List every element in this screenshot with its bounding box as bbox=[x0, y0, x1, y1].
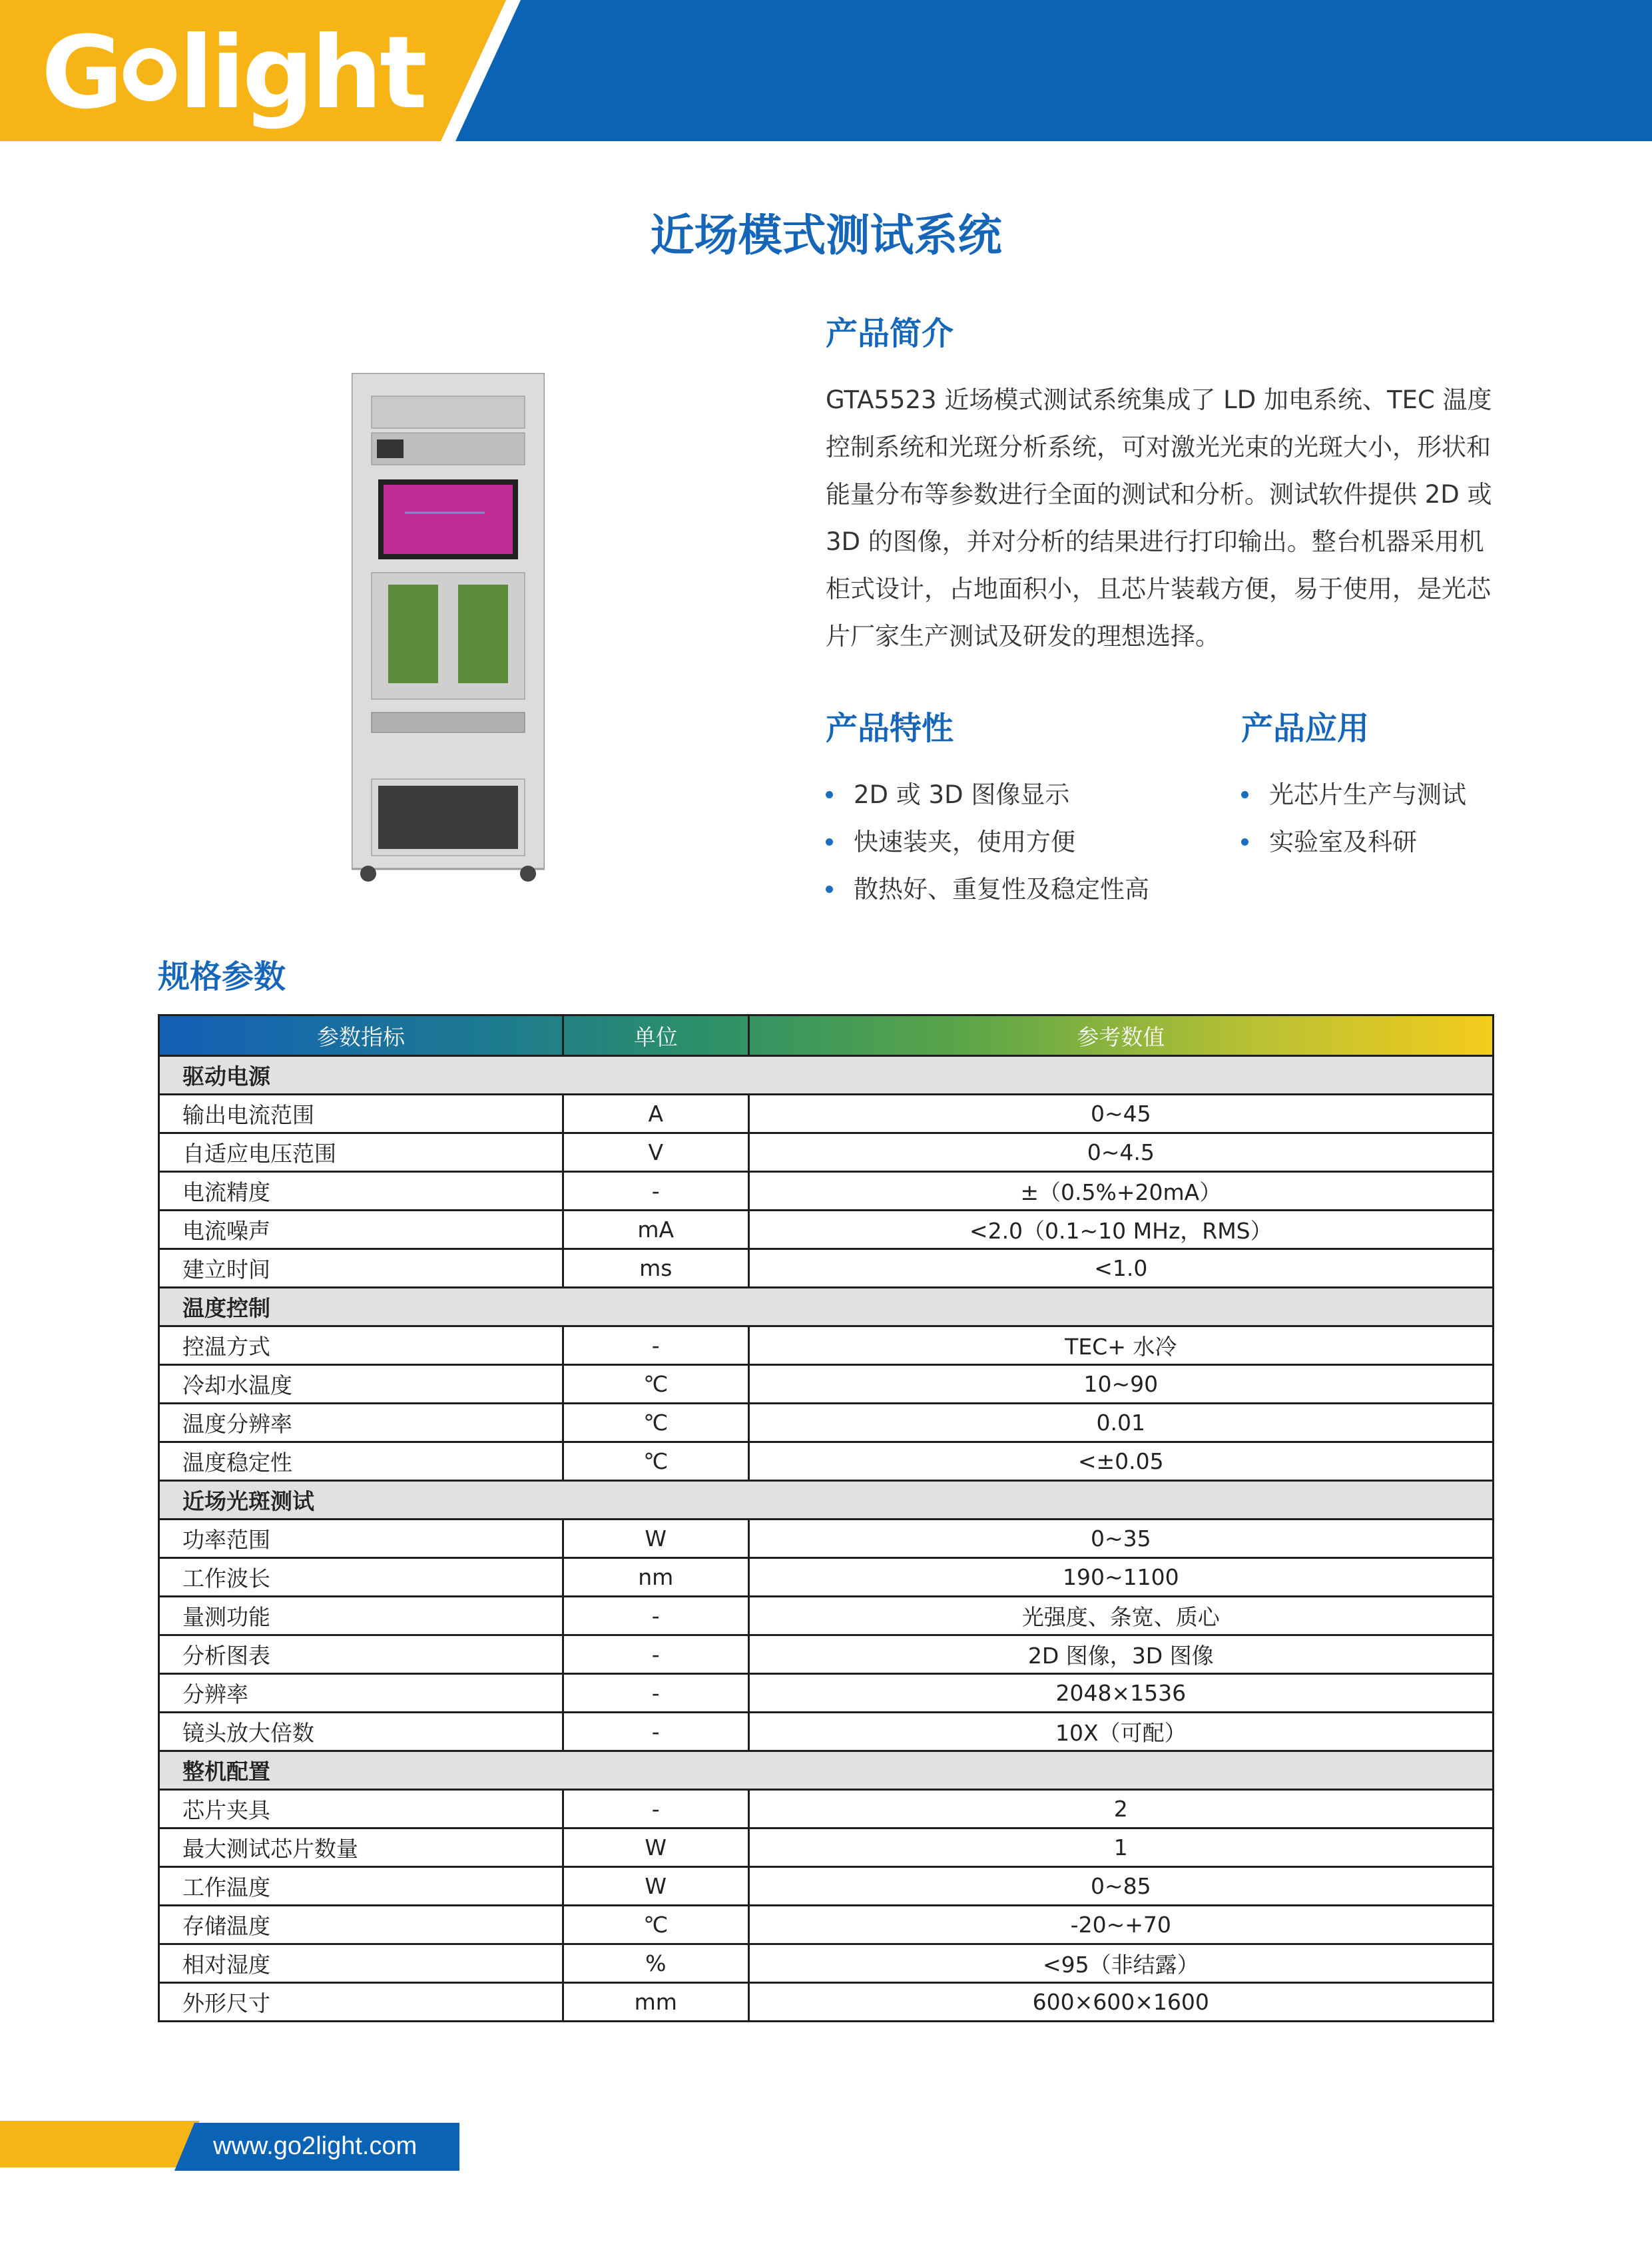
value-cell: <95（非结露） bbox=[748, 1944, 1493, 1983]
list-item: 实验室及科研 bbox=[1241, 818, 1466, 866]
param-cell: 冷却水温度 bbox=[159, 1365, 563, 1404]
unit-cell: W bbox=[563, 1520, 748, 1558]
product-cabinet-image bbox=[352, 373, 545, 882]
section-title: 近场光斑测试 bbox=[159, 1481, 1494, 1520]
unit-cell: nm bbox=[563, 1558, 748, 1597]
page-title: 近场模式测试系统 bbox=[650, 210, 1002, 261]
param-cell: 分析图表 bbox=[159, 1635, 563, 1674]
value-cell: 0~85 bbox=[748, 1867, 1493, 1906]
table-row bbox=[159, 1558, 1494, 1597]
unit-cell: - bbox=[563, 1172, 748, 1211]
column-header: 参数指标 bbox=[159, 1015, 563, 1056]
param-cell: 工作波长 bbox=[159, 1558, 563, 1597]
value-cell: 光强度、条宽、质心 bbox=[748, 1597, 1493, 1635]
table-section-row bbox=[159, 1481, 1494, 1520]
list-item: 散热好、重复性及稳定性高 bbox=[826, 866, 1149, 913]
specs-heading: 规格参数 bbox=[158, 958, 286, 995]
value-cell: 2 bbox=[748, 1790, 1493, 1828]
value-cell: 10~90 bbox=[748, 1365, 1493, 1404]
unit-cell: - bbox=[563, 1326, 748, 1365]
unit-cell: ℃ bbox=[563, 1365, 748, 1404]
table-row bbox=[159, 1828, 1494, 1867]
unit-cell: A bbox=[563, 1095, 748, 1133]
param-cell: 输出电流范围 bbox=[159, 1095, 563, 1133]
value-cell: <1.0 bbox=[748, 1249, 1493, 1288]
footer-yellow-shape bbox=[0, 2121, 200, 2167]
table-row bbox=[159, 1404, 1494, 1442]
unit-cell: - bbox=[563, 1790, 748, 1828]
param-cell: 温度稳定性 bbox=[159, 1442, 563, 1481]
table-section-row bbox=[159, 1288, 1494, 1326]
table-header-row bbox=[159, 1015, 1494, 1056]
unit-cell: W bbox=[563, 1828, 748, 1867]
table-row bbox=[159, 1326, 1494, 1365]
value-cell: 0~35 bbox=[748, 1520, 1493, 1558]
value-cell: 190~1100 bbox=[748, 1558, 1493, 1597]
value-cell: 2D 图像，3D 图像 bbox=[748, 1635, 1493, 1674]
value-cell: 600×600×1600 bbox=[748, 1983, 1493, 2022]
unit-cell: ℃ bbox=[563, 1906, 748, 1944]
table-row bbox=[159, 1635, 1494, 1674]
param-cell: 控温方式 bbox=[159, 1326, 563, 1365]
value-cell: ±（0.5%+20mA） bbox=[748, 1172, 1493, 1211]
value-cell: 0.01 bbox=[748, 1404, 1493, 1442]
unit-cell: mm bbox=[563, 1983, 748, 2022]
footer-url[interactable]: www.go2light.com bbox=[213, 2132, 417, 2160]
param-cell: 功率范围 bbox=[159, 1520, 563, 1558]
column-header: 参考数值 bbox=[748, 1015, 1493, 1056]
intro-text: GTA5523 近场模式测试系统集成了 LD 加电系统、TEC 温度控制系统和光斑分析系统，可对激光光束的光斑大小，形状和能量分布等参数进行全面的测试和分析。测试软件提供 2D 或 3D 的图像，并对分析的结果进行打印输出。整台机器采用机柜式设计，占地面积小，且芯片装载方便，易于使用，是光芯片厂家生产测试及研发的理想选择。 bbox=[826, 386, 1492, 651]
value-cell: <±0.05 bbox=[748, 1442, 1493, 1481]
intro-heading: 产品简介 bbox=[826, 315, 954, 352]
param-cell: 自适应电压范围 bbox=[159, 1133, 563, 1172]
column-header: 单位 bbox=[563, 1015, 748, 1056]
value-cell: -20~+70 bbox=[748, 1906, 1493, 1944]
param-cell: 温度分辨率 bbox=[159, 1404, 563, 1442]
table-section-row bbox=[159, 1056, 1494, 1095]
unit-cell: ℃ bbox=[563, 1442, 748, 1481]
unit-cell: - bbox=[563, 1597, 748, 1635]
param-cell: 电流精度 bbox=[159, 1172, 563, 1211]
section-title: 温度控制 bbox=[159, 1288, 1494, 1326]
table-row bbox=[159, 1520, 1494, 1558]
table-row bbox=[159, 1249, 1494, 1288]
value-cell: 2048×1536 bbox=[748, 1674, 1493, 1713]
value-cell: <2.0（0.1~10 MHz，RMS） bbox=[748, 1211, 1493, 1249]
value-cell: TEC+ 水冷 bbox=[748, 1326, 1493, 1365]
param-cell: 最大测试芯片数量 bbox=[159, 1828, 563, 1867]
param-cell: 工作温度 bbox=[159, 1867, 563, 1906]
unit-cell: W bbox=[563, 1867, 748, 1906]
sun-icon bbox=[123, 48, 176, 101]
param-cell: 量测功能 bbox=[159, 1597, 563, 1635]
table-row bbox=[159, 1713, 1494, 1751]
table-row bbox=[159, 1211, 1494, 1249]
table-row bbox=[159, 1983, 1494, 2022]
table-row bbox=[159, 1790, 1494, 1828]
param-cell: 分辨率 bbox=[159, 1674, 563, 1713]
list-item: 2D 或 3D 图像显示 bbox=[826, 771, 1149, 818]
table-row bbox=[159, 1674, 1494, 1713]
value-cell: 1 bbox=[748, 1828, 1493, 1867]
unit-cell: % bbox=[563, 1944, 748, 1983]
list-item: 快速装夹，使用方便 bbox=[826, 818, 1149, 866]
table-section-row bbox=[159, 1751, 1494, 1790]
table-row bbox=[159, 1597, 1494, 1635]
table-row bbox=[159, 1906, 1494, 1944]
features-heading: 产品特性 bbox=[826, 710, 954, 747]
param-cell: 外形尺寸 bbox=[159, 1983, 563, 2022]
value-cell: 10X（可配） bbox=[748, 1713, 1493, 1751]
unit-cell: - bbox=[563, 1713, 748, 1751]
table-row bbox=[159, 1944, 1494, 1983]
list-item: 光芯片生产与测试 bbox=[1241, 771, 1466, 818]
param-cell: 芯片夹具 bbox=[159, 1790, 563, 1828]
value-cell: 0~45 bbox=[748, 1095, 1493, 1133]
features-list bbox=[826, 771, 1149, 913]
table-row bbox=[159, 1095, 1494, 1133]
applications-list bbox=[1241, 771, 1466, 866]
section-title: 驱动电源 bbox=[159, 1056, 1494, 1095]
unit-cell: ms bbox=[563, 1249, 748, 1288]
unit-cell: V bbox=[563, 1133, 748, 1172]
section-title: 整机配置 bbox=[159, 1751, 1494, 1790]
unit-cell: mA bbox=[563, 1211, 748, 1249]
param-cell: 相对湿度 bbox=[159, 1944, 563, 1983]
table-row bbox=[159, 1133, 1494, 1172]
param-cell: 存储温度 bbox=[159, 1906, 563, 1944]
specs-table bbox=[158, 1014, 1494, 2022]
param-cell: 电流噪声 bbox=[159, 1211, 563, 1249]
table-row bbox=[159, 1867, 1494, 1906]
table-row bbox=[159, 1365, 1494, 1404]
value-cell: 0~4.5 bbox=[748, 1133, 1493, 1172]
unit-cell: ℃ bbox=[563, 1404, 748, 1442]
table-row bbox=[159, 1442, 1494, 1481]
unit-cell: - bbox=[563, 1674, 748, 1713]
unit-cell: - bbox=[563, 1635, 748, 1674]
applications-heading: 产品应用 bbox=[1241, 710, 1370, 747]
param-cell: 镜头放大倍数 bbox=[159, 1713, 563, 1751]
golight-logo: G light bbox=[41, 15, 425, 131]
table-row bbox=[159, 1172, 1494, 1211]
param-cell: 建立时间 bbox=[159, 1249, 563, 1288]
